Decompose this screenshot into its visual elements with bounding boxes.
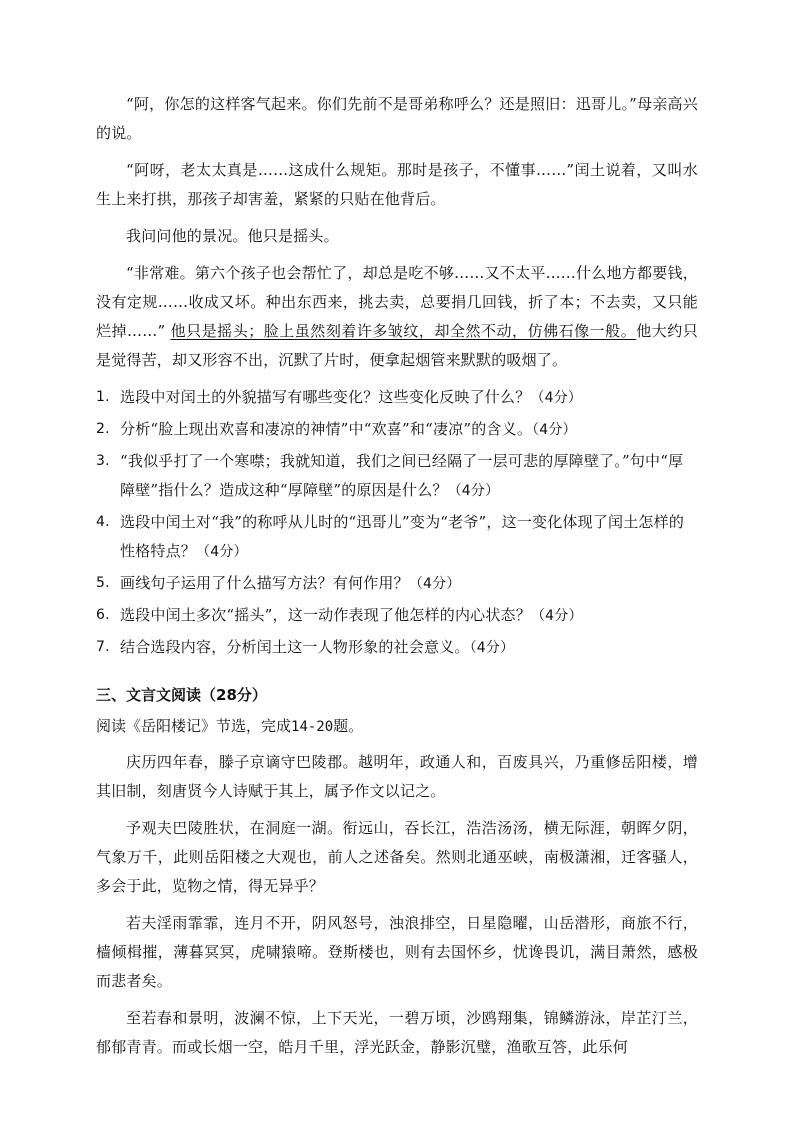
- question-prompt: 选段中闰土对“我”的称呼从儿时的“迅哥儿”变为“老爷”，这一变化体现了闰土怎样的性格特点？: [120, 513, 685, 560]
- question-4: [96, 508, 698, 567]
- question-text: [120, 508, 698, 567]
- question-text: [120, 569, 698, 599]
- question-score: （4分）: [530, 390, 583, 406]
- passage-paragraph-1: “阿，你怎的这样客气起来。你们先前不是哥弟称呼么？还是照旧：迅哥儿。”母亲高兴的说。: [96, 95, 698, 142]
- question-number: 5.: [96, 575, 110, 591]
- instruction-lead: 阅读《岳阳楼记》节选，完成: [96, 717, 292, 735]
- section-score: （28分）: [201, 686, 267, 704]
- passage-paragraph-4-lead: “非常难。第六个孩子也会帮忙了，却总是吃不够……又不太平……什么地方都要钱，没有定规……收成又坏。种出东西来，挑去卖，总要捐几回钱，折了本；不去卖，又只能烂掉……”: [96, 264, 698, 340]
- question-text: [120, 601, 698, 631]
- instruction-tail: 题。: [333, 717, 364, 735]
- classical-paragraph-4: 至若春和景明，波澜不惊，上下天光，一碧万顷，沙鸥翔集，锦鳞游泳，岸芷汀兰，郁郁青青。而或长烟一空，皓月千里，浮光跃金，静影沉璧，渔歌互答，此乐何: [96, 1009, 698, 1056]
- question-6: [96, 601, 698, 631]
- question-score: （4分）: [532, 422, 577, 438]
- question-number: 4.: [96, 514, 110, 530]
- question-prompt: 分析“脸上现出欢喜和凄凉的神情”中“欢喜”和“凄凉”的含义。: [120, 420, 533, 438]
- section-title: 三、文言文阅读: [96, 686, 202, 704]
- passage-paragraph-2: “阿呀，老太太真是……这成什么规矩。那时是孩子，不懂事……”闰土说着，又叫水生上来打拱，那孩子却害羞，紧紧的只贴在他背后。: [96, 161, 698, 208]
- question-prompt: “我似乎打了一个寒噤；我就知道，我们之间已经隔了一层可悲的厚障壁了。”句中“厚障壁”指什么？造成这种“厚障壁”的原因是什么？: [120, 452, 684, 499]
- question-7: [96, 633, 698, 663]
- question-1: [96, 383, 698, 413]
- question-number: 1.: [96, 389, 110, 405]
- section-instruction: [96, 712, 698, 742]
- document-content: [96, 90, 698, 1070]
- question-text: [120, 415, 698, 445]
- question-2: [96, 415, 698, 445]
- passage-paragraph-4: [96, 259, 698, 375]
- classical-paragraph-2: 予观夫巴陵胜状，在洞庭一湖。衔远山，吞长江，浩浩汤汤，横无际涯，朝晖夕阴，气象万千，此则岳阳楼之大观也，前人之述备矣。然则北通巫峡，南极潇湘，迁客骚人，多会于此，览物之情，得无异乎？: [96, 819, 698, 895]
- question-score: （4分）: [469, 640, 515, 656]
- question-score: （4分）: [530, 608, 583, 624]
- question-range: 14-20: [291, 719, 334, 735]
- question-text: [120, 383, 698, 413]
- section-heading: [96, 681, 698, 710]
- question-3: [96, 447, 698, 506]
- question-score: （4分）: [447, 483, 500, 499]
- question-number: 6.: [96, 607, 110, 623]
- question-prompt: 选段中闰土多次“摇头”，这一动作表现了他怎样的内心状态？: [120, 606, 531, 624]
- question-score: （4分）: [196, 544, 248, 560]
- classical-paragraph-1: 庆历四年春，滕子京谪守巴陵郡。越明年，政通人和，百废具兴，乃重修岳阳楼，增其旧制，刻唐贤今人诗赋于其上，属予作文以记之。: [96, 753, 698, 800]
- question-number: 2.: [96, 421, 110, 437]
- question-prompt: 选段中对闰土的外貌描写有哪些变化？这些变化反映了什么？: [120, 388, 531, 406]
- question-number: 7.: [96, 639, 110, 655]
- question-score: （4分）: [408, 576, 461, 592]
- question-prompt: 结合选段内容，分析闰土这一人物形象的社会意义。: [120, 638, 470, 656]
- question-text: [120, 447, 698, 506]
- question-prompt: 画线句子运用了什么描写方法？有何作用？: [120, 574, 409, 592]
- question-number: 3.: [96, 453, 110, 469]
- passage-paragraph-4-tail: 他大约只是觉得苦，却又形容不出，沉默了片时，便拿起烟管来默默的吸烟了。: [96, 322, 698, 369]
- question-text: [120, 633, 698, 663]
- classical-paragraph-3: 若夫淫雨霏霏，连月不开，阴风怒号，浊浪排空，日星隐曜，山岳潜形，商旅不行，樯倾楫摧，薄暮冥冥，虎啸猿啼。登斯楼也，则有去国怀乡，忧谗畏讥，满目萧然，感极而悲者矣。: [96, 914, 698, 990]
- passage-paragraph-3: 我问问他的景况。他只是摇头。: [126, 227, 339, 245]
- question-5: [96, 569, 698, 599]
- underlined-sentence: 他只是摇头；脸上虽然刻着许多皱纹，却全然不动，仿佛石像一般。: [170, 322, 637, 340]
